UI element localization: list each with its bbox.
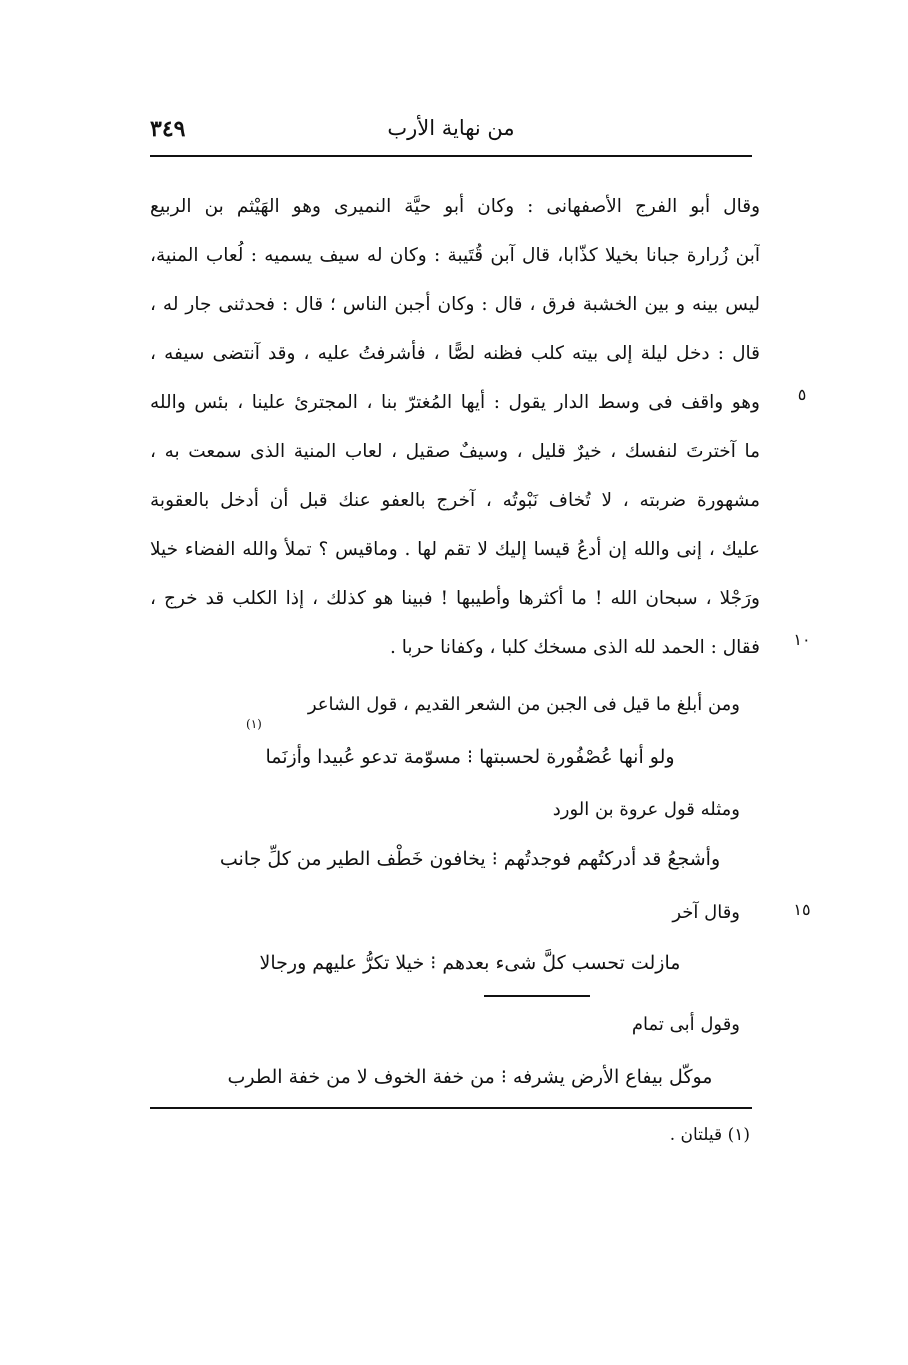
- section-divider: [484, 995, 590, 997]
- page-number: ٣٤٩: [150, 116, 186, 142]
- text-line: عليك ، إنى والله إن أدعُ قيسا إليك لا تقم لها . وماقيس ؟ تملأ والله الفضاء خيلا: [150, 539, 760, 560]
- text-line: فقال : الحمد لله الذى مسخك كلبا ، وكفانا حربا .: [390, 637, 760, 658]
- text-line: وقال أبو الفرج الأصفهانى : وكان أبو حيَّة النميرى وهو الهَيْثم بن الربيع: [150, 196, 760, 217]
- verse-4: موكّل بيفاع الأرض يشرفه ⁝ من خفة الخوف لا من خفة الطرب: [227, 1066, 713, 1088]
- text-line: قال : دخل ليلة إلى بيته كلب فظنه لصًّا ، فأشرفتُ عليه ، وقد آنتضى سيفه ،: [150, 343, 760, 364]
- text-line: آبن زُرارة جبانا بخيلا كذّابا، قال آبن قُتَيبة : وكان له سيف يسميه : لُعاب المنية،: [150, 245, 760, 266]
- footnote-marker: (١): [246, 717, 262, 731]
- verse-intro-2: ومثله قول عروة بن الورد: [552, 799, 740, 820]
- verse-intro-4: وقول أبى تمام: [631, 1014, 740, 1035]
- line-number-15: ١٥: [793, 900, 811, 919]
- text-line: وهو واقف فى وسط الدار يقول : أيها المُغترّ بنا ، المجترئ علينا ، بئس والله: [150, 392, 760, 413]
- footnote: (١) قيلتان .: [669, 1125, 750, 1145]
- verse-3: مازلت تحسب كلَّ شىء بعدهم ⁝ خيلا تكرُّ عليهم ورجالا: [259, 952, 681, 974]
- verse-intro-1: ومن أبلغ ما قيل فى الجبن من الشعر القديم ، قول الشاعر: [307, 694, 740, 715]
- text-line: مشهورة ضربته ، لا تُخاف نَبْوتُه ، آخرج بالعفو عنك قبل أن أدخل بالعقوبة: [150, 490, 760, 511]
- verse-2: وأشجعُ قد أدركتُهم فوجدتُهم ⁝ يخافون خَطْف الطير من كلِّ جانب: [219, 848, 721, 870]
- text-line: ما آخترتَ لنفسك ، خيرٌ قليل ، وسيفٌ صقيل ، لعاب المنية الذى سمعت به ،: [150, 441, 760, 462]
- verse-intro-3: وقال آخر: [672, 902, 740, 923]
- running-title: من نهاية الأرب: [387, 116, 515, 140]
- page-header: [150, 108, 752, 152]
- footnote-rule: [150, 1107, 752, 1109]
- line-number-10: ١٠: [793, 630, 811, 649]
- verse-1: ولو أنها عُصْفُورة لحسبتها ⁝ مسوّمة تدعو عُبيدا وأزنَما: [265, 746, 675, 768]
- main-paragraph: [150, 182, 760, 672]
- header-rule: [150, 155, 752, 157]
- text-line: ورَجْلا ، سبحان الله ! ما أكثرها وأطيبها ! فبينا هو كذلك ، إذا الكلب قد خرج ،: [150, 588, 760, 609]
- line-number-5: ٥: [797, 385, 807, 404]
- text-line: ليس بينه و بين الخشبة فرق ، قال : وكان أجبن الناس ؛ قال : فحدثنى جار له ،: [150, 294, 760, 315]
